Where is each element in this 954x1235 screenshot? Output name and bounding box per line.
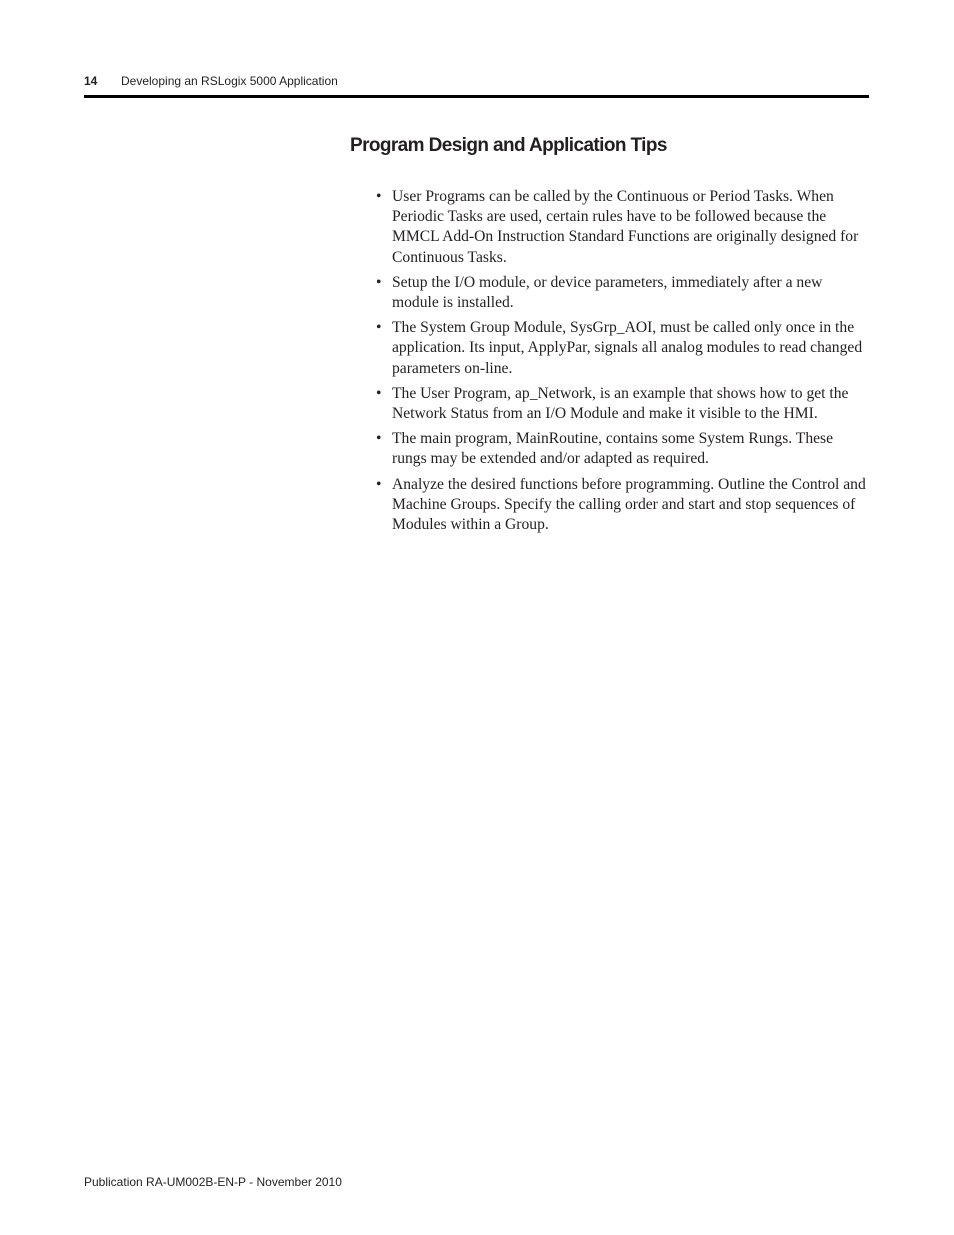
section-title: Program Design and Application Tips	[350, 135, 667, 156]
list-item-text: The User Program, ap_Network, is an example that shows how to get the Network Status from an I/O Module and make it visible to the HMI.	[392, 384, 849, 423]
bullet-icon: •	[376, 319, 382, 337]
list-item-text: The System Group Module, SysGrp_AOI, must be called only once in the application. Its input, ApplyPar, signals all analog modules to read changed parameters on-line.	[392, 319, 863, 377]
list-item	[376, 384, 870, 424]
list-item	[376, 429, 870, 469]
list-item-text: The main program, MainRoutine, contains some System Rungs. These rungs may be extended and/or adapted as required.	[392, 430, 834, 468]
list-item	[376, 475, 870, 536]
page-footer: Publication RA-UM002B-EN-P - November 2010	[84, 1175, 342, 1189]
bullet-icon: •	[376, 273, 382, 291]
list-item	[376, 273, 870, 313]
list-item	[376, 318, 870, 379]
list-item	[376, 187, 870, 268]
list-item-text: Analyze the desired functions before programming. Outline the Control and Machine Groups. Specify the calling order and start and stop sequences of Modules within a Group.	[392, 475, 866, 534]
list-item-text: User Programs can be called by the Continuous or Period Tasks. When Periodic Tasks are used, certain rules have to be followed because the MMCL Add-On Instruction Standard Functions are originally designed for Continuous Tasks.	[392, 188, 859, 266]
page-header	[84, 72, 869, 90]
chapter-title: Developing an RSLogix 5000 Application	[121, 74, 338, 88]
bullet-icon: •	[376, 188, 382, 205]
list-item-text: Setup the I/O module, or device parameters, immediately after a new module is installed.	[392, 273, 823, 312]
bullet-icon: •	[376, 475, 382, 493]
page-number: 14	[84, 74, 98, 88]
tips-list	[376, 187, 870, 540]
header-rule	[84, 95, 869, 98]
bullet-icon: •	[376, 384, 382, 402]
bullet-icon: •	[376, 430, 382, 448]
